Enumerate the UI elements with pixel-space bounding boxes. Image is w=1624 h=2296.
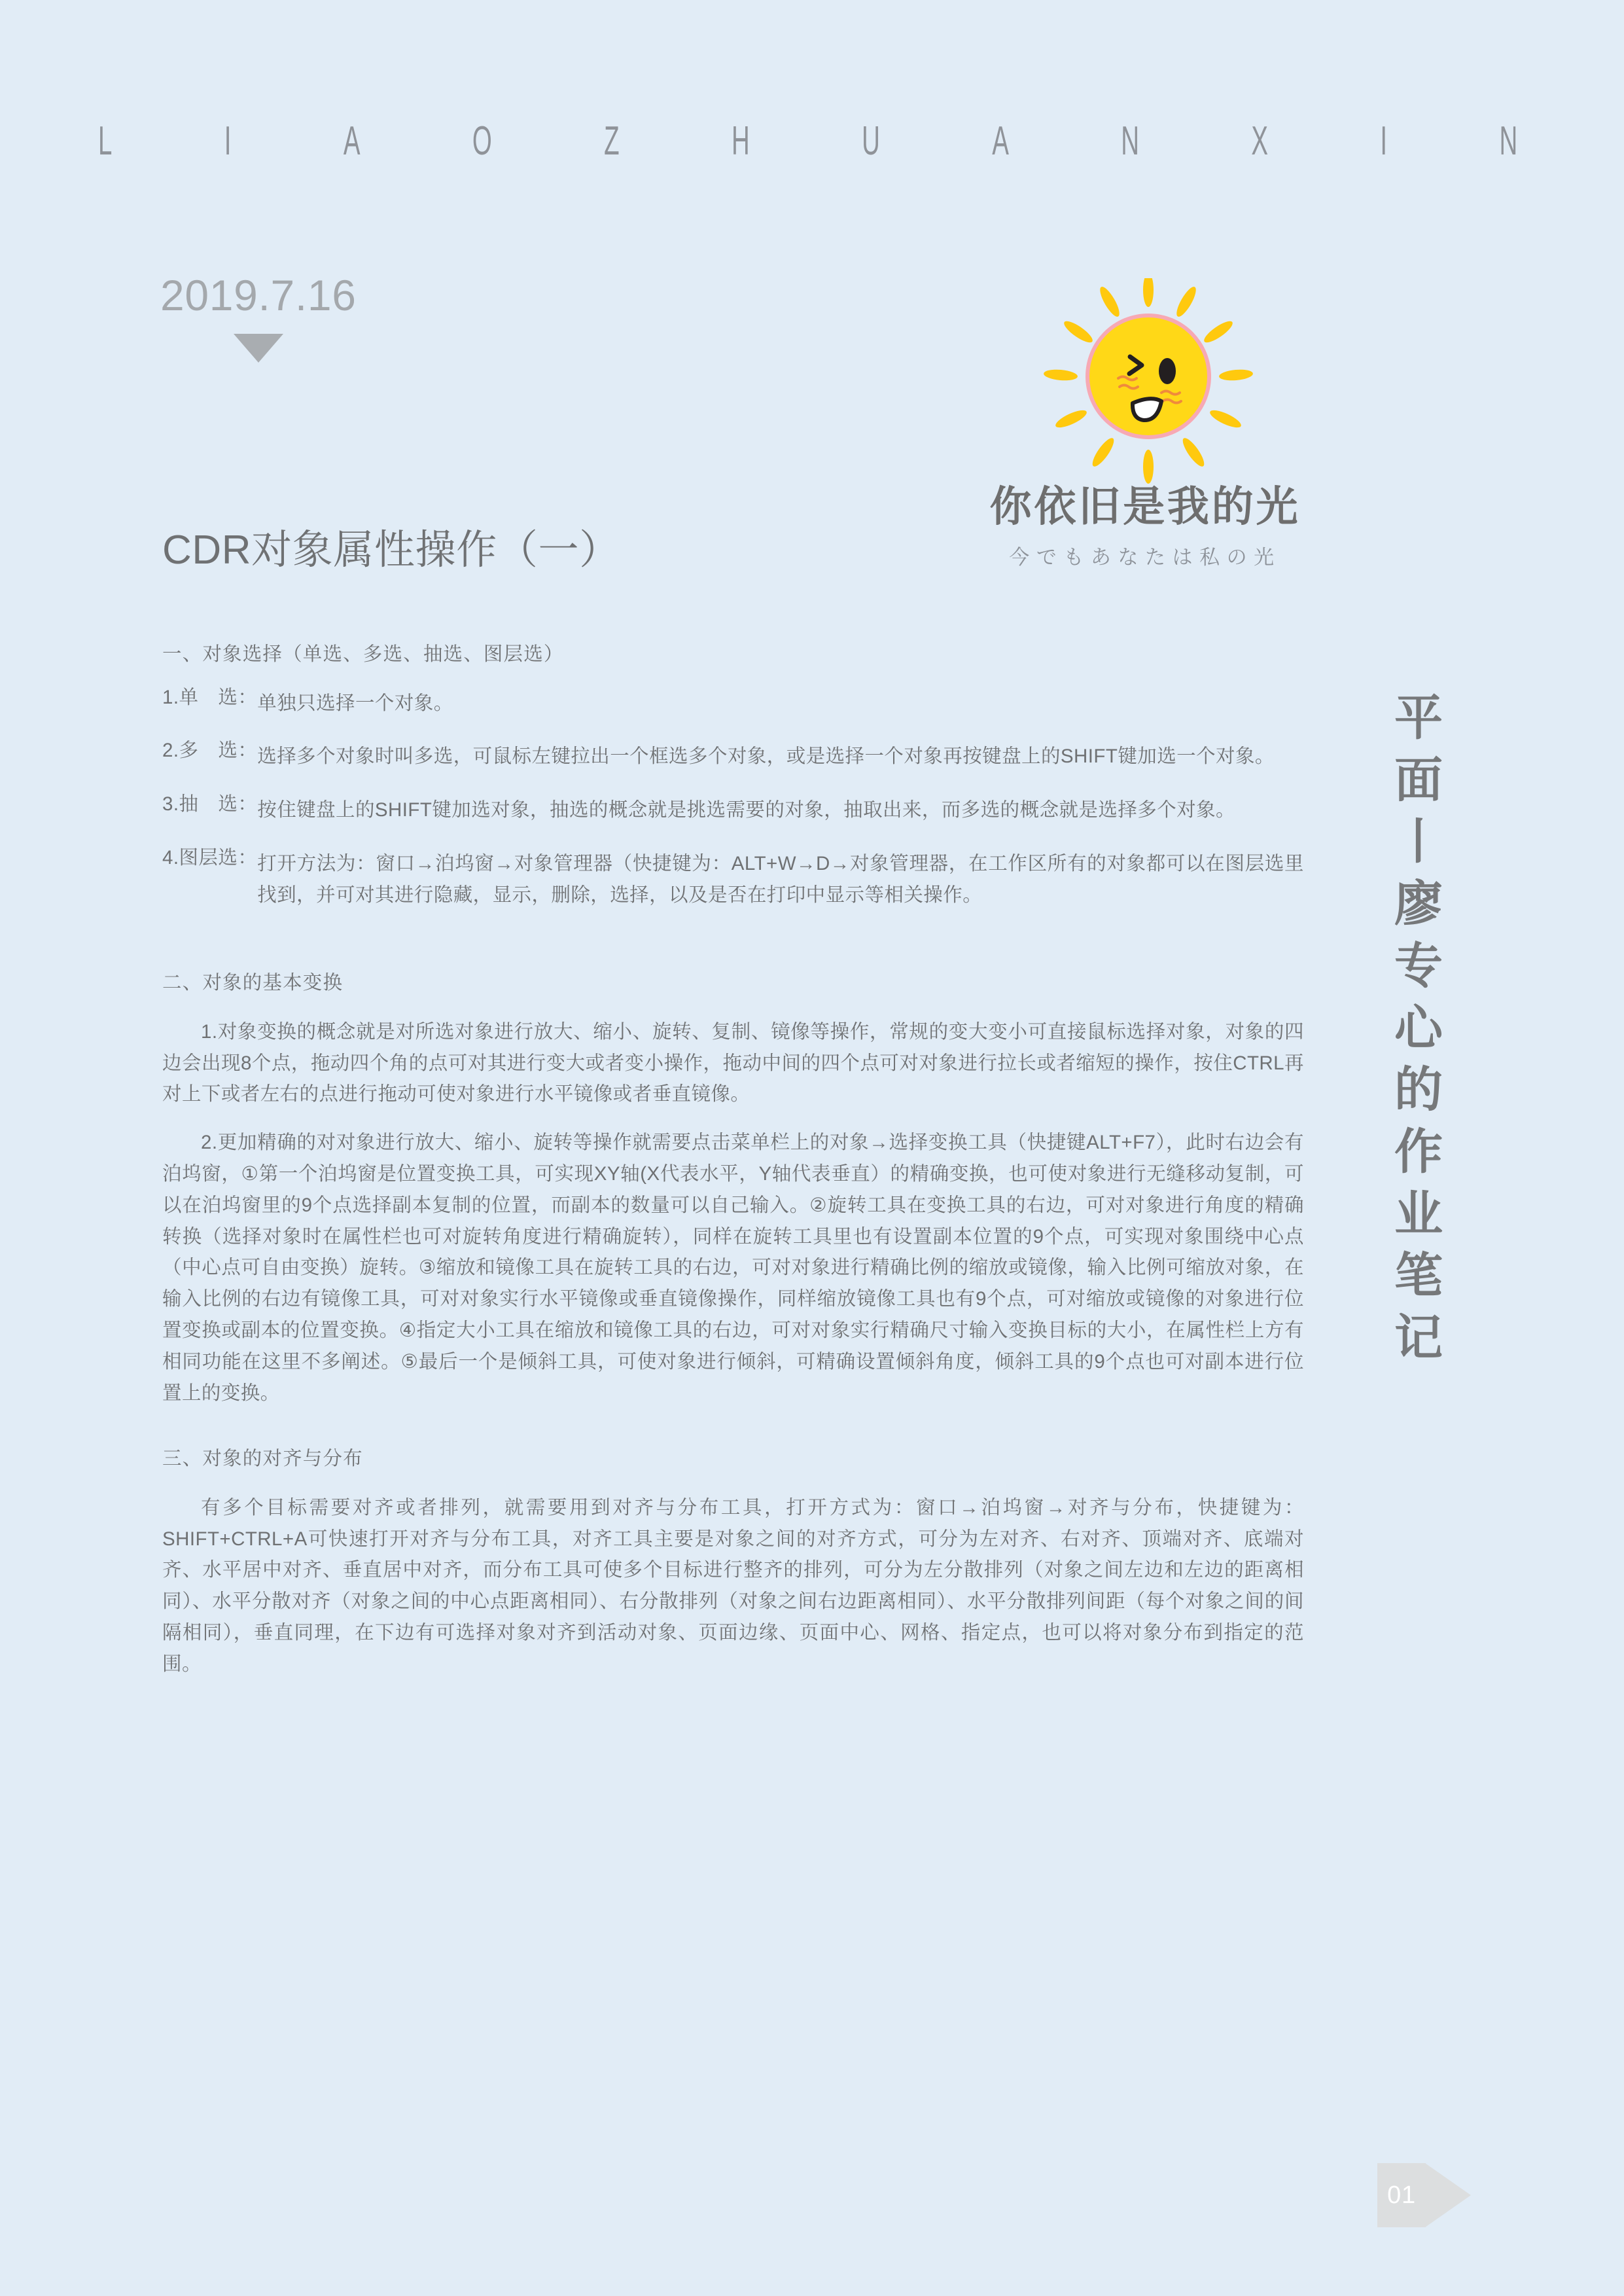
side-title-char: 廖: [1394, 876, 1443, 931]
side-title-char: 业: [1394, 1186, 1443, 1241]
list-item: [162, 741, 1304, 772]
slogan-chinese: 你依旧是我的光: [989, 483, 1301, 530]
brand-header: [98, 118, 1518, 164]
list-item-label: 1.单 选：: [162, 686, 258, 708]
side-title-char: 作: [1394, 1124, 1443, 1179]
spacer: [162, 1408, 1304, 1449]
brand-letter: I: [1380, 118, 1388, 164]
brand-letter: U: [862, 118, 881, 164]
list-item-label: 4.图层选：: [162, 846, 258, 869]
list-item-text: 打开方法为：窗口→泊坞窗→对象管理器（快捷键为：ALT+W→D→对象管理器，在工作区所有的对象都可以在图层选里找到，并可对其进行隐藏，显示，删除，选择，以及是否在打印中显示等相关操作。: [257, 852, 1304, 906]
list-item: [162, 848, 1304, 911]
side-title-char: 平: [1394, 691, 1443, 745]
slogan-block: [968, 483, 1322, 570]
side-title-char: 面: [1394, 752, 1443, 807]
list-item-label: 3.抽 选：: [162, 793, 258, 816]
page-number-arrow: [1377, 2163, 1471, 2227]
side-title-char: 心: [1394, 1000, 1443, 1055]
paragraph: 有多个目标需要对齐或者排列，就需要用到对齐与分布工具，打开方式为：窗口→泊坞窗→对齐与分布，快捷键为：SHIFT+CTRL+A可快速打开对齐与分布工具，对齐工具主要是对象之间的对齐方式，可分为左对齐、右对齐、顶端对齐、底端对齐、水平居中对齐、垂直居中对齐，而分布工具可使多个目标进行整齐的排列，可分为左分散排列（对象之间左边和左边的距离相同）、水平分散对齐（对象之间的中心点距离相同）、右分散排列（对象之间右边距离相同）、水平分散排列间距（每个对象之间的间隔相同），垂直同理，在下边有可选择对象对齐到活动对象、页面边缘、页面中心、网格、指定点，也可以将对象分布到指定的范围。: [162, 1496, 1304, 1675]
section-heading-1: 一、对象选择（单选、多选、抽选、图层选）: [162, 643, 564, 665]
brand-letter: H: [731, 118, 750, 164]
section-heading-3: 三、对象的对齐与分布: [162, 1448, 363, 1470]
spacer: [162, 1110, 1304, 1127]
paragraph: 2.更加精确的对对象进行放大、缩小、旋转等操作就需要点击菜单栏上的对象→选择变换工具（快捷键ALT+F7），此时右边会有泊坞窗，①第一个泊坞窗是位置变换工具，可实现XY轴(X代表水平，Y轴代表垂直）的精确变换，也可使对象进行无缝移动复制，可以在泊坞窗里的9个点选择副本复制的位置，而副本的数量可以自己输入。②旋转工具在变换工具的右边，可对对象进行角度的精确转换（选择对象时在属性栏也可对旋转角度进行精确旋转），同样在旋转工具里也有设置副本位置的9个点，可实现对象围绕中心点（中心点可自由变换）旋转。③缩放和镜像工具在旋转工具的右边，可对对象进行精确比例的缩放或镜像，输入比例可缩放对象，在输入比例的右边有镜像工具，可对对象实行水平镜像或垂直镜像操作，同样缩放镜像工具也有9个点，可对缩放或镜像的对象进行位置变换或副本的位置变换。④指定大小工具在缩放和镜像工具的右边，可对对象实行精确尺寸输入变换目标的大小，在属性栏上方有相同功能在这里不多阐述。⑤最后一个是倾斜工具，可使对象进行倾斜，可精确设置倾斜角度，倾斜工具的9个点也可对副本进行位置上的变换。: [162, 1132, 1304, 1404]
side-title-char: 笔: [1394, 1248, 1443, 1303]
brand-letter: X: [1251, 118, 1269, 164]
brand-letter: N: [1499, 118, 1518, 164]
list-item-label: 2.多 选：: [162, 740, 258, 762]
side-title-char: 丨: [1394, 814, 1443, 869]
arrow-right-icon: [1425, 2163, 1471, 2227]
list-item: [162, 688, 1304, 719]
brand-letter: O: [472, 118, 493, 164]
list-item-text: 单独只选择一个对象。: [257, 692, 453, 714]
brand-letter: A: [992, 118, 1010, 164]
triangle-down-icon: [234, 334, 283, 363]
side-title-char: 记: [1394, 1310, 1443, 1365]
list-item-text: 选择多个对象时叫多选，可鼠标左键拉出一个框选多个对象，或是选择一个对象再按键盘上的SHIFT键加选一个对象。: [257, 745, 1275, 768]
brand-letter: I: [224, 118, 232, 164]
paragraph: 1.对象变换的概念就是对所选对象进行放大、缩小、旋转、复制、镜像等操作，常规的变大变小可直接鼠标选择对象，对象的四边会出现8个点，拖动四个角的点可对其进行变大或者变小操作，拖动中间的四个点可对对象进行拉长或者缩短的操作，按住CTRL再对上下或者左右的点进行拖动可使对象进行水平镜像或者垂直镜像。: [162, 1020, 1304, 1105]
section-heading-2: 二、对象的基本变换: [162, 972, 344, 994]
page-title: CDR对象属性操作（一）: [162, 528, 620, 573]
brand-letter: N: [1121, 118, 1140, 164]
side-title-char: 的: [1394, 1062, 1443, 1117]
list-item-text: 按住键盘上的SHIFT键加选对象，抽选的概念就是挑选需要的对象，抽取出来，而多选的概念就是选择多个对象。: [257, 799, 1235, 821]
document-body: [162, 645, 1304, 1679]
winking-sun-icon: [1037, 278, 1260, 494]
page-number: 01: [1377, 2163, 1426, 2227]
slogan-japanese: 今でもあなたは私の光: [1009, 545, 1281, 569]
side-title: [1379, 687, 1458, 1369]
brand-letter: A: [343, 118, 361, 164]
list-item: [162, 795, 1304, 826]
side-title-char: 专: [1394, 938, 1443, 993]
spacer: [162, 933, 1304, 973]
date-value: 2019.7.16: [160, 271, 357, 319]
date-block: [160, 271, 357, 363]
brand-letter: L: [98, 118, 113, 164]
brand-letter: Z: [604, 118, 620, 164]
